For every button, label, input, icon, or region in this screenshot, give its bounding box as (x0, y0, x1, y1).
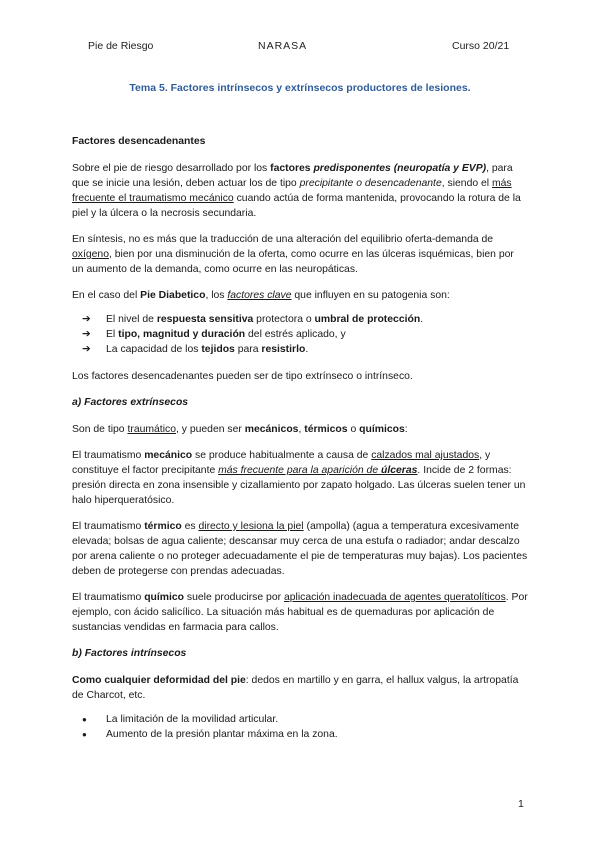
paragraph-pie-diabetico (72, 288, 528, 303)
list-item (72, 712, 528, 727)
text: (ampolla) (agua a temperatura excesivamente elevada; bolsas de agua caliente; descansar muy cerca de una estufa o radiador; andar descalzo por arena caliente o no proteger adecuadamente el pie de temperaturas muy bajas). Los pacientes deben de protegerse con prendas adecuadas. (72, 521, 528, 577)
paragraph-deformidad (72, 673, 528, 703)
underlined-text: directo y lesiona la piel (198, 521, 304, 532)
text: se produce habitualmente a causa de (192, 450, 372, 461)
underlined-text: aplicación inadecuada de agentes queratolíticos (283, 592, 506, 603)
paragraph-sintesis (72, 232, 528, 277)
underlined-text: oxígeno (72, 249, 109, 260)
arrow-icon: ➔ (82, 329, 91, 340)
text: , y constituye el factor precipitante (72, 450, 491, 476)
underlined-italic-text: factores clave (227, 290, 292, 301)
text: cuando actúa de forma mantenida, provocando la rotura de la piel y la úlcera o la necrosis secundaria. (72, 193, 521, 219)
bold-italic-text: úlceras (381, 465, 418, 476)
text: para (234, 344, 262, 355)
bold-text: mecánico (144, 450, 193, 461)
text: , bien por una disminución de la oferta, como ocurre en las úlceras isquémicas, bien por un aumento de la demanda, como ocurre en las neuropáticas. (72, 249, 514, 275)
list-item (72, 727, 528, 742)
list-item (72, 312, 528, 327)
text: , los (205, 290, 228, 301)
text: La limitación de la movilidad articular. (106, 714, 279, 725)
text: En síntesis, no es más que la traducción de una alteración del equilibrio oferta-demanda de (72, 234, 494, 245)
text: , para que se inicie una lesión, deben actuar los de tipo (72, 163, 513, 189)
list-item (72, 327, 528, 342)
text: El (106, 329, 119, 340)
bold-text: resistirlo (261, 344, 306, 355)
underlined-text: traumático (127, 424, 176, 435)
bold-text: umbral de protección (314, 314, 421, 325)
paragraph-tipos: Los factores desencadenantes pueden ser de tipo extrínseco o intrínseco. (72, 371, 413, 382)
text: El traumatismo (72, 521, 145, 532)
bold-text: tejidos (201, 344, 235, 355)
bold-text: Como cualquier deformidad del pie (72, 675, 246, 686)
bold-text: Pie Diabetico (140, 290, 206, 301)
bold-text: químicos (359, 424, 405, 435)
text: Sobre el pie de riesgo desarrollado por los (72, 163, 271, 174)
bold-text: factores (270, 163, 314, 174)
bold-text: tipo, magnitud y duración (118, 329, 246, 340)
text: El traumatismo (72, 592, 145, 603)
document-title: Tema 5. Factores intrínsecos y extrínsecos productores de lesiones. (129, 82, 471, 94)
text: o (347, 424, 360, 435)
text: , siendo el (441, 178, 492, 189)
text: : dedos en martillo y en garra, el hallux valgus, la artropatía de Charcot, etc. (72, 675, 519, 701)
paragraph-tipo-traumatico (72, 422, 528, 437)
arrow-icon: ➔ (82, 314, 91, 325)
paragraph-predisponentes (72, 161, 528, 221)
text: del estrés aplicado, y (245, 329, 346, 340)
section-heading-desencadenantes: Factores desencadenantes (72, 136, 206, 147)
text: suele producirse por (184, 592, 284, 603)
bold-text: térmicos (304, 424, 348, 435)
bullet-icon: ● (82, 730, 87, 739)
underlined-text: más frecuente el traumatismo mecánico (72, 178, 512, 204)
section-heading-intrinsecos: b) Factores intrínsecos (72, 648, 187, 659)
text: . (420, 314, 424, 325)
paragraph-traumatismo-termico (72, 519, 528, 579)
text: que influyen en su patogenia son: (291, 290, 450, 301)
text: : (404, 424, 408, 435)
italic-text: precipitante o desencadenante (299, 178, 442, 189)
key-factors-list (72, 312, 528, 357)
text: Son de tipo (72, 424, 128, 435)
paragraph-traumatismo-mecanico (72, 448, 528, 508)
underlined-text: calzados mal ajustados (371, 450, 480, 461)
bold-text: mecánicos (244, 424, 299, 435)
bold-italic-text: predisponentes (neuropatía y EVP) (313, 163, 487, 174)
section-heading-extrinsecos: a) Factores extrínsecos (72, 397, 189, 408)
text: , (298, 424, 305, 435)
bold-text: respuesta sensitiva (156, 314, 254, 325)
page-number: 1 (518, 798, 524, 810)
bullet-icon: ● (82, 715, 87, 724)
paragraph-traumatismo-quimico (72, 590, 528, 635)
bold-text: térmico (144, 521, 182, 532)
list-item (72, 342, 528, 357)
text: , y pueden ser (175, 424, 245, 435)
text: . Por ejemplo, con ácido salicílico. La situación más habitual es de quemaduras por aplicación de sustancias vendidas en farmacia para callos. (72, 592, 528, 633)
document-body (72, 134, 528, 742)
header-center: NARASA (258, 40, 308, 52)
text: Aumento de la presión plantar máxima en la zona. (106, 729, 338, 740)
text: es (181, 521, 199, 532)
header-right: Curso 20/21 (452, 40, 510, 52)
bold-text: químico (144, 592, 185, 603)
text: protectora o (253, 314, 315, 325)
text: La capacidad de los (106, 344, 202, 355)
arrow-icon: ➔ (82, 344, 91, 355)
intrinsic-factors-list (72, 712, 528, 742)
text: El traumatismo (72, 450, 145, 461)
header-left: Pie de Riesgo (88, 40, 154, 52)
underlined-italic-text: más frecuente para la aparición de (218, 465, 382, 476)
text: . Incide de 2 formas: presión directa en zona insensible y cizallamiento por zapato holgado. Las úlceras suelen tener un halo hiperqueratósico. (72, 465, 526, 506)
text: En el caso del (72, 290, 141, 301)
text: . (305, 344, 309, 355)
text: El nivel de (106, 314, 157, 325)
